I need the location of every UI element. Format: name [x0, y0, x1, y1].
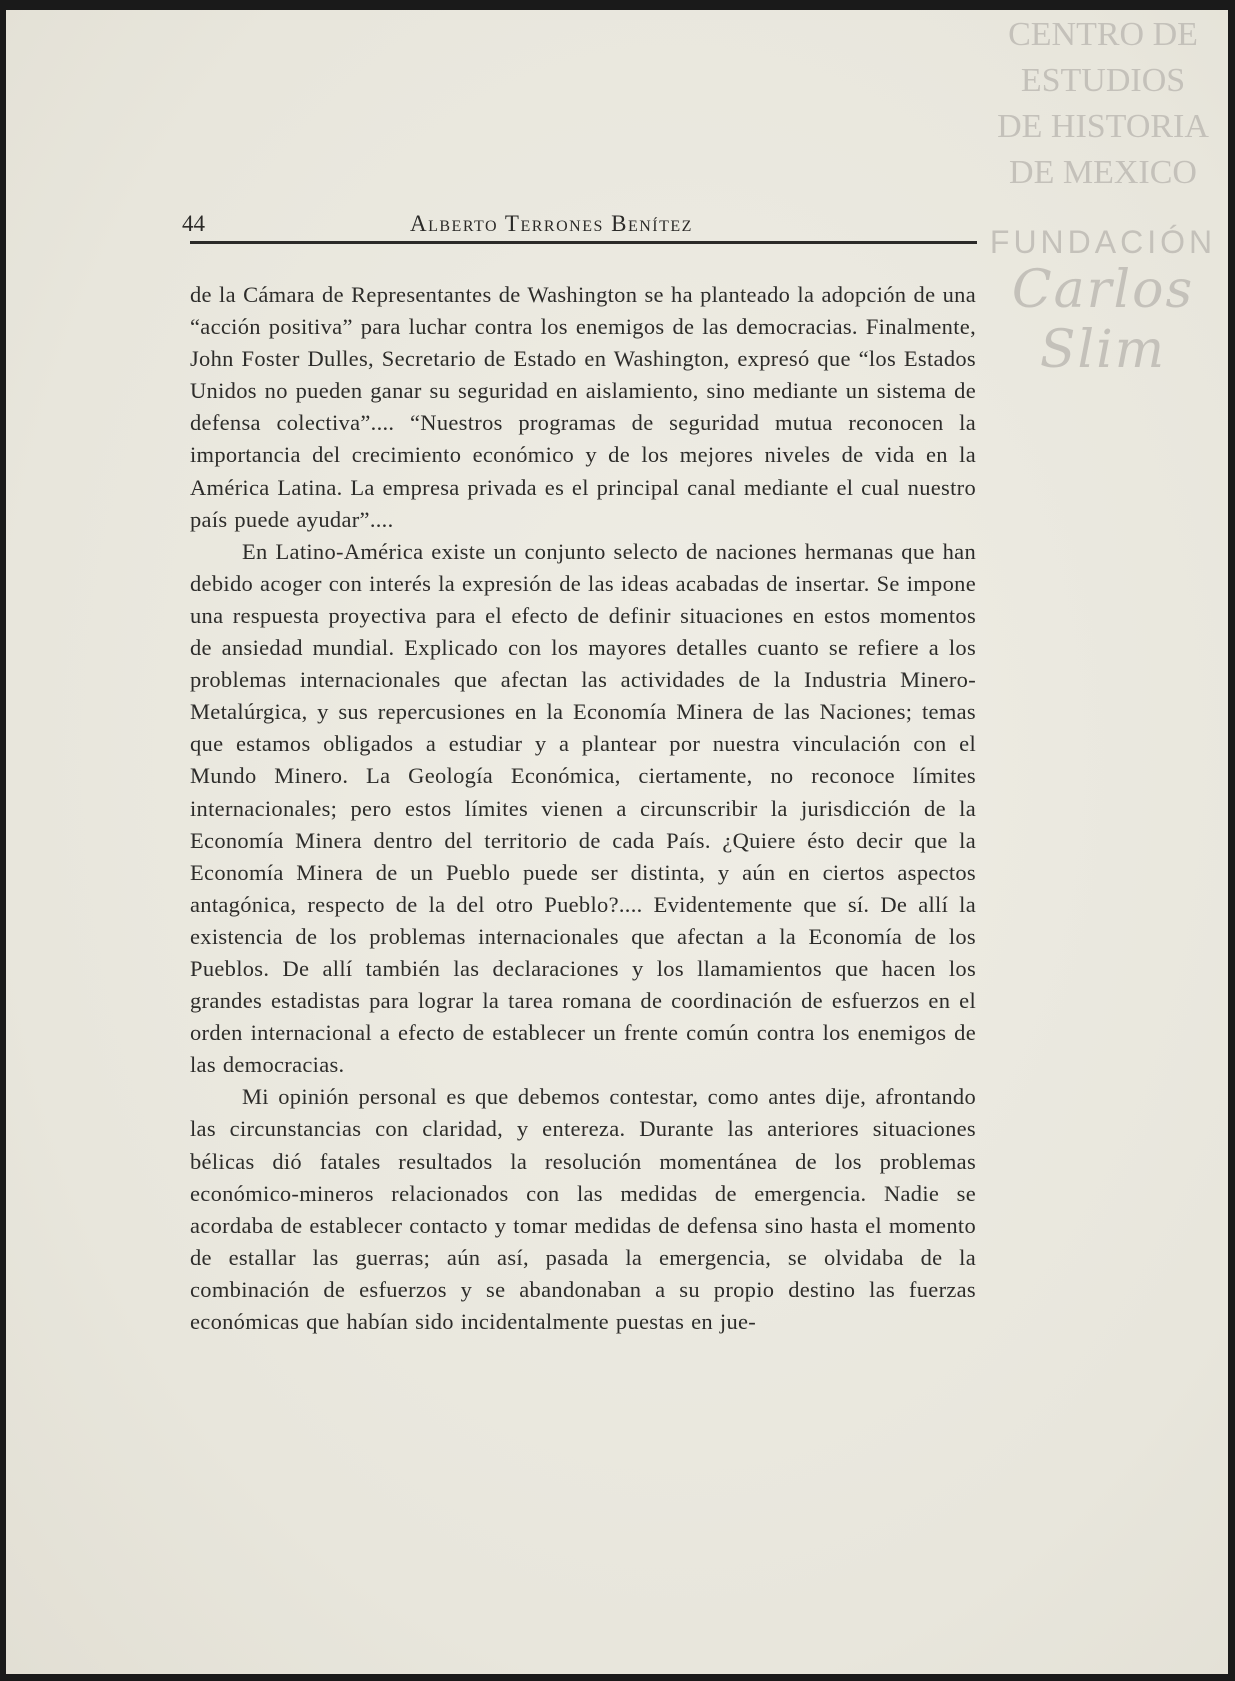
watermark-line: DE MEXICO — [1009, 154, 1197, 191]
paragraph: de la Cámara de Representantes de Washington se ha planteado la adopción de una “acción positiva” para luchar contra los enemigos de las democracias. Finalmente, John Foster Dulles, Secretario de Estado en Washington, expresó que “los Estados Unidos no pueden ganar su seguridad en aislamiento, sino mediante un sistema de defensa colectiva”.... “Nuestros programas de seguridad mutua reconocen la importancia del crecimiento económico y de los mejores niveles de vida en la América Latina. La empresa privada es el principal canal mediante el cual nuestro país puede ayudar”.... — [190, 282, 976, 532]
header-rule — [190, 241, 977, 244]
watermark-line: CENTRO DE — [1008, 16, 1198, 53]
archive-watermark — [978, 10, 1228, 380]
watermark-line: ESTUDIOS — [1020, 62, 1186, 99]
page-number: 44 — [182, 211, 205, 236]
running-title: Alberto Terrones Benítez — [410, 211, 693, 236]
running-head — [182, 210, 982, 244]
watermark-signature-logo: Carlos Slim — [1011, 260, 1195, 380]
watermark-foundation: FUNDACIÓN — [989, 224, 1217, 260]
paragraph: En Latino-América existe un conjunto selecto de naciones hermanas que han debido acoger con interés la expresión de las ideas acabadas de insertar. Se impone una respuesta proyectiva para el efecto de definir situaciones en estos momentos de ansiedad mundial. Explicado con los mayores detalles cuanto se refiere a los problemas internacionales que afectan las actividades de la Industria Minero-Metalúrgica, y sus repercusiones en la Economía Minera de las Naciones; temas que estamos obligados a estudiar y a plantear por nuestra vinculación con el Mundo Minero. La Geología Económica, ciertamente, no reconoce límites internacionales; pero estos límites vienen a circunscribir la jurisdicción de la Economía Minera dentro del territorio de cada País. ¿Quiere ésto decir que la Economía Minera de un Pueblo puede ser distinta, y aún en ciertos aspectos antagónica, respecto de la del otro Pueblo?.... Evidentemente que sí. De allí la existencia de los problemas internacionales que afectan a la Economía de los Pueblos. De allí también las declaraciones y los llamamientos que hacen los grandes estadistas para lograr la tarea romana de coordinación de esfuerzos en el orden internacional a efecto de establecer un frente común contra los enemigos de las democracias. — [190, 538, 976, 1078]
watermark-line: DE HISTORIA — [997, 108, 1209, 145]
body-text — [190, 279, 976, 1338]
paragraph: Mi opinión personal es que debemos contestar, como antes dije, afrontando las circunstancias con claridad, y entereza. Durante las anteriores situaciones bélicas dió fatales resultados la resolución momentánea de los problemas económico-mineros relacionados con las medidas de emergencia. Nadie se acordaba de establecer contacto y tomar medidas de defensa sino hasta el momento de estallar las guerras; aún así, pasada la emergencia, se olvidaba de la combinación de esfuerzos y se abandonaban a su propio destino las fuerzas económicas que habían sido incidentalmente puestas en jue- — [190, 1084, 976, 1334]
